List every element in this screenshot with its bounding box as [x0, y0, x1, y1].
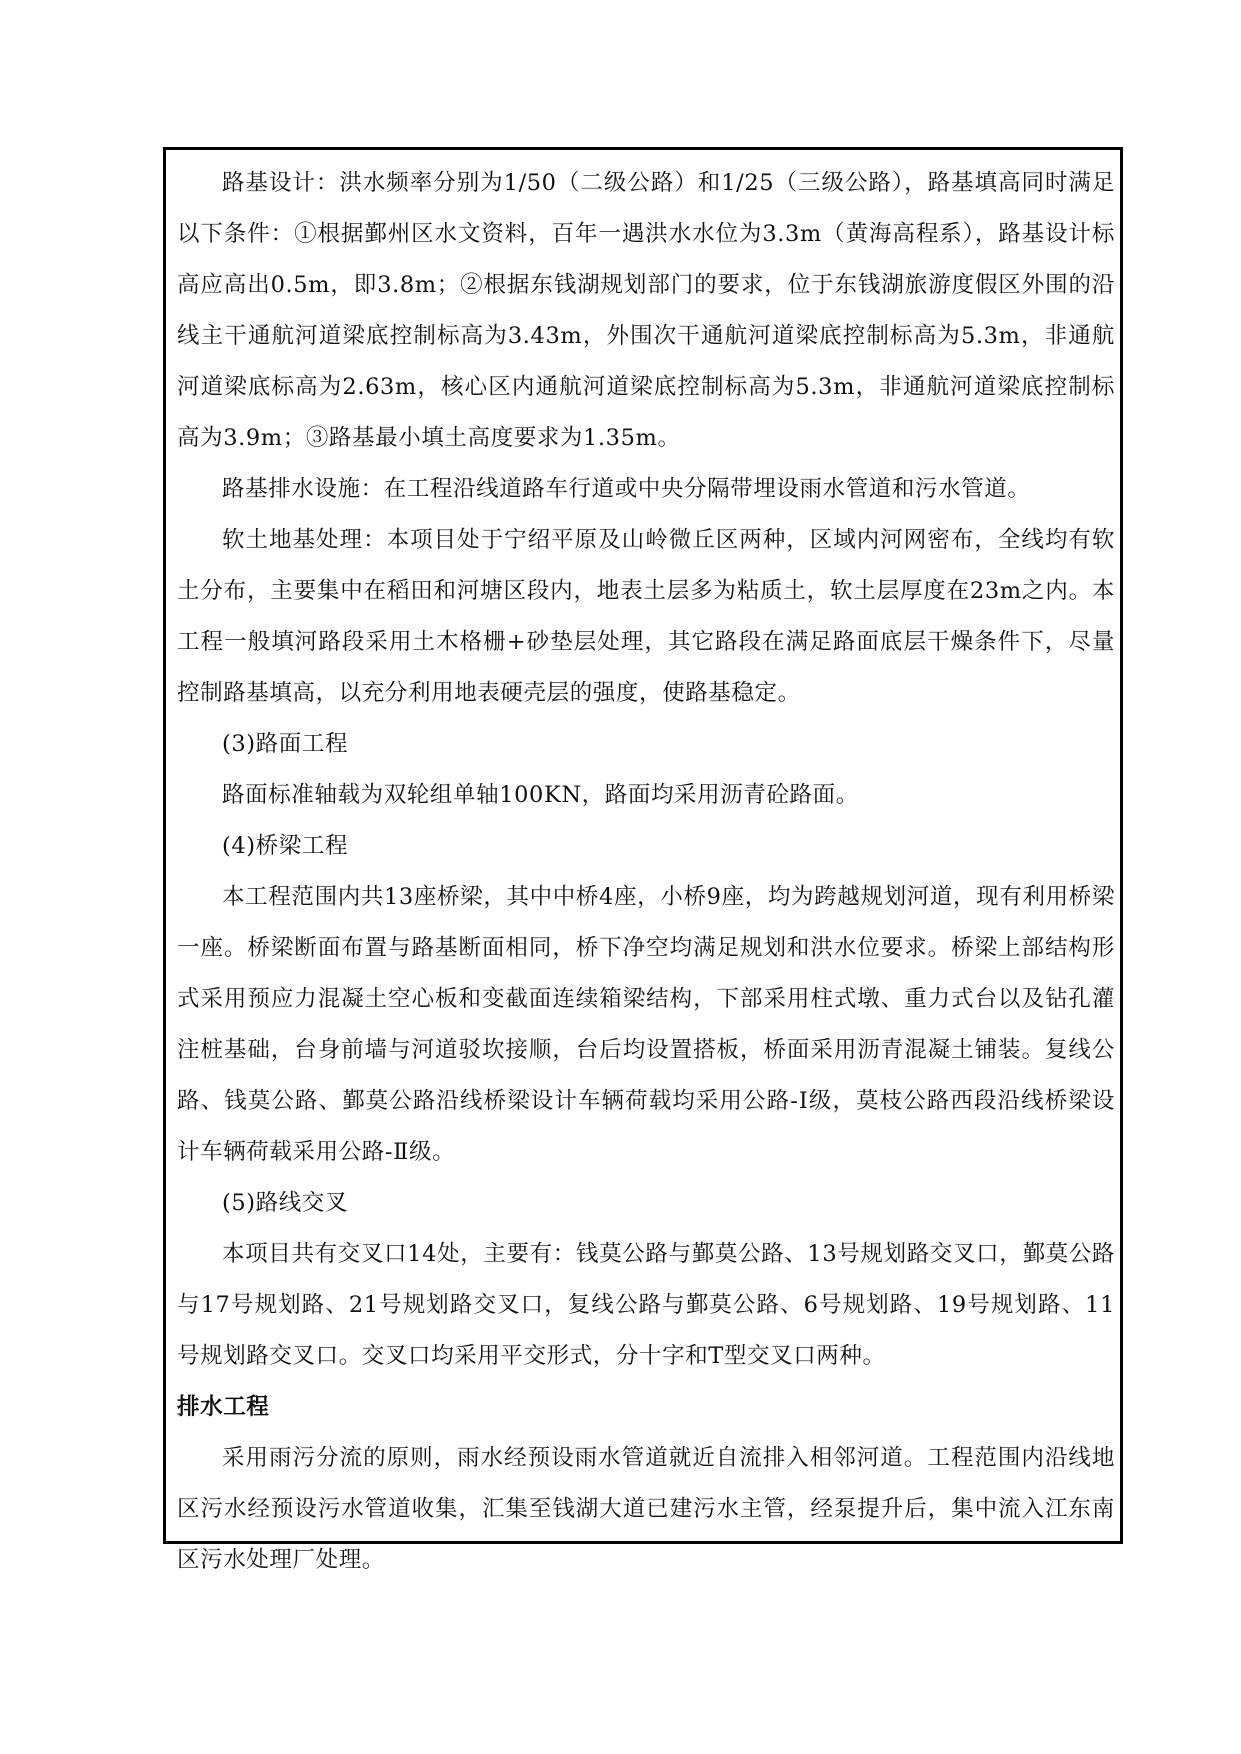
subgrade-drainage-paragraph: 路基排水设施：在工程沿线道路车行道或中央分隔带埋设雨水管道和污水管道。	[222, 476, 1031, 502]
intersection-section-title: (5)路线交叉	[222, 1190, 349, 1216]
bridge-paragraph: 本工程范围内共13座桥梁，其中中桥4座，小桥9座，均为跨越规划河道，现有利用桥梁一座。桥梁断面布置与路基断面相同，桥下净空均满足规划和洪水位要求。桥梁上部结构形式采用预应力混凝土空心板和变截面连续箱梁结构，下部采用柱式墩、重力式台以及钻孔灌注桩基础，台身前墙与河道驳坎接顺，台后均设置搭板，桥面采用沥青混凝土铺装。复线公路、钱莫公路、鄞莫公路沿线桥梁设计车辆荷载均采用公路-Ⅰ级，莫枝公路西段沿线桥梁设计车辆荷载采用公路-Ⅱ级。	[177, 884, 1115, 1165]
soft-soil-paragraph: 软土地基处理：本项目处于宁绍平原及山岭微丘区两种，区域内河网密布，全线均有软土分布，主要集中在稻田和河塘区段内，地表土层多为粘质土，软土层厚度在23m之内。本工程一般填河路段采用土木格栅+砂垫层处理，其它路段在满足路面底层干燥条件下，尽量控制路基填高，以充分利用地表硬壳层的强度，使路基稳定。	[177, 527, 1115, 706]
pavement-paragraph: 路面标准轴载为双轮组单轴100KN，路面均采用沥青砼路面。	[222, 782, 859, 808]
document-content	[177, 158, 1115, 1586]
drainage-paragraph: 采用雨污分流的原则，雨水经预设雨水管道就近自流排入相邻河道。工程范围内沿线地区污水经预设污水管道收集，汇集至钱湖大道已建污水主管，经泵提升后，集中流入江东南区污水处理厂处理。	[177, 1445, 1115, 1573]
intersection-paragraph: 本项目共有交叉口14处，主要有：钱莫公路与鄞莫公路、13号规划路交叉口，鄞莫公路与17号规划路、21号规划路交叉口，复线公路与鄞莫公路、6号规划路、19号规划路、11号规划路交叉口。交叉口均采用平交形式，分十字和T型交叉口两种。	[177, 1241, 1115, 1369]
subgrade-design-paragraph: 路基设计：洪水频率分别为1/50（二级公路）和1/25（三级公路），路基填高同时满足以下条件：①根据鄞州区水文资料，百年一遇洪水水位为3.3m（黄海高程系），路基设计标高应高出0.5m，即3.8m；②根据东钱湖规划部门的要求，位于东钱湖旅游度假区外围的沿线主干通航河道梁底控制标高为3.43m，外围次干通航河道梁底控制标高为5.3m，非通航河道梁底标高为2.63m，核心区内通航河道梁底控制标高为5.3m，非通航河道梁底控制标高为3.9m；③路基最小填土高度要求为1.35m。	[177, 170, 1115, 451]
bridge-section-title: (4)桥梁工程	[222, 833, 349, 859]
drainage-heading: 排水工程	[177, 1394, 270, 1420]
pavement-section-title: (3)路面工程	[222, 731, 349, 757]
